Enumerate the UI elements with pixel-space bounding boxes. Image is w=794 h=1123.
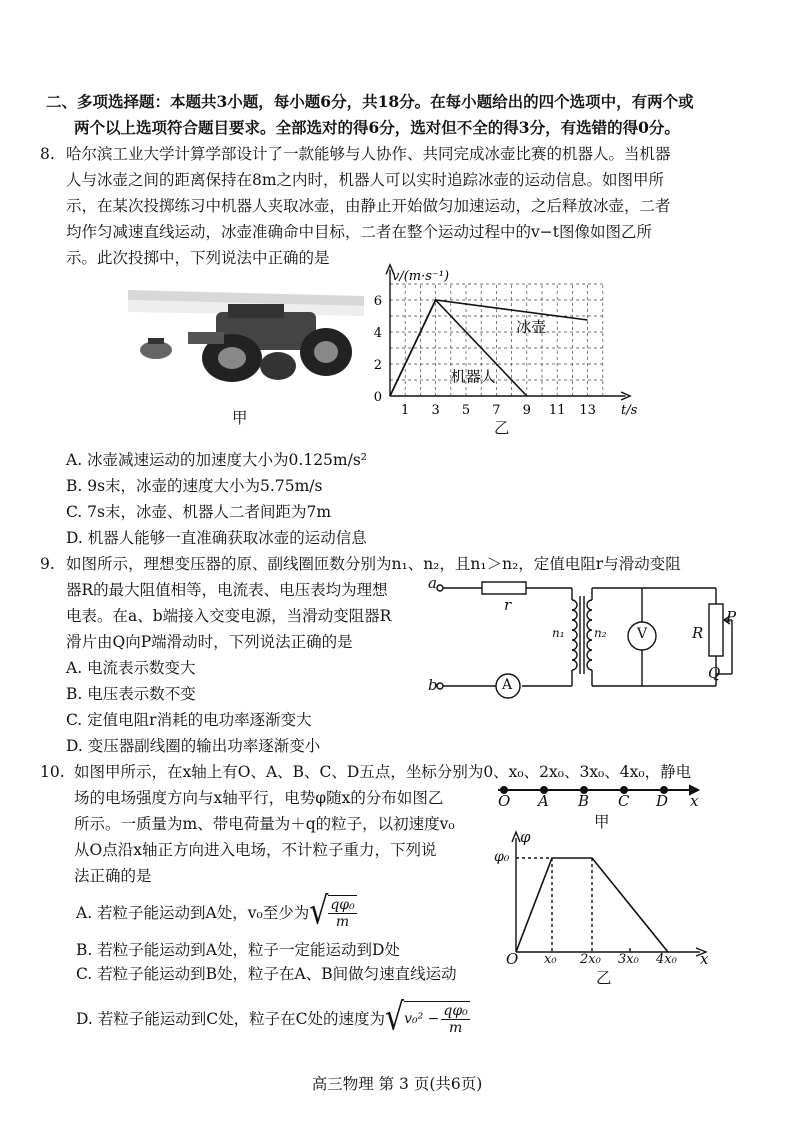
q10-fig-b-caption: 乙	[596, 969, 612, 987]
q8-number: 8.	[40, 145, 55, 163]
q10-fig-a-caption: 甲	[594, 813, 610, 831]
x-tick-label: 3	[431, 403, 440, 418]
series-label-curling-stone: 冰壶	[516, 318, 547, 336]
circuit-label-r: r	[504, 596, 512, 614]
circuit-label-n2: n₂	[594, 626, 607, 640]
voltmeter-label: V	[637, 626, 648, 642]
q10-line-4: 从O点沿x轴正方向进入电场，不计粒子重力，下列说	[74, 841, 437, 859]
q10-line-1: 如图甲所示，在x轴上有O、A、B、C、D五点，坐标分别为0、x₀、2x₀、3x₀、4x₀，静电	[74, 763, 692, 781]
q8-fig-b-caption: 乙	[494, 419, 510, 437]
q10-option-d-text: D. 若粒子能运动到C处，粒子在C处的速度为	[76, 1010, 385, 1028]
q9-option-c: C. 定值电阻r消耗的电功率逐渐变大	[66, 711, 312, 729]
phi-tick-4x0: 4x₀	[656, 952, 677, 967]
q9-line-2: 器R的最大阻值相等，电流表、电压表均为理想	[66, 581, 388, 599]
q8-option-d: D. 机器人能够一直准确获取冰壶的运动信息	[66, 529, 367, 547]
q10-line-3: 所示。一质量为m、带电荷量为＋q的粒子，以初速度v₀	[74, 815, 455, 833]
sqrt-expression-a: √ $\frac{\text{qφ₀}}{m}$	[309, 889, 355, 934]
q10-line-2: 场的电场强度方向与x轴平行，电势φ随x的分布如图乙	[74, 789, 444, 807]
circuit-label-P: P	[726, 608, 737, 626]
q8-line-4: 均作匀减速直线运动，冰壶准确命中目标，二者在整个运动过程中的v−t图像如图乙所	[66, 223, 652, 241]
section-heading-line2: 两个以上选项符合题目要求。全部选对的得6分，选对但不全的得3分，有选错的得0分。	[74, 118, 680, 137]
x-tick-label: 5	[461, 403, 471, 418]
circuit-label-n1: n₁	[552, 626, 565, 640]
phi-x-label: x	[700, 950, 709, 968]
circuit-label-Q: Q	[708, 664, 721, 682]
vt-chart	[360, 262, 650, 438]
axis-point-C: C	[618, 792, 630, 810]
q10-d-velocity: v₀² −	[404, 1011, 440, 1027]
axis-point-B: B	[578, 792, 590, 810]
phi-tick-x0: x₀	[544, 952, 557, 967]
q9-line-3: 电表。在a、b端接入交变电源，当滑动变阻器R	[66, 607, 392, 625]
y-axis-label: v/(m·s⁻¹)	[392, 269, 450, 284]
circuit-label-b: b	[428, 676, 438, 694]
q9-line-4: 滑片由Q向P端滑动时，下列说法正确的是	[66, 633, 353, 651]
q10-option-c: C. 若粒子能运动到B处，粒子在A、B间做匀速直线运动	[76, 965, 457, 983]
q8-line-5: 示。此次投掷中，下列说法中正确的是	[66, 249, 330, 267]
q10-option-b: B. 若粒子能运动到A处，粒子一定能运动到D处	[76, 941, 400, 959]
sqrt-expression-d: √ v₀² − $\frac{\text{qφ₀}}{m}$	[384, 995, 468, 1040]
ammeter-label: A	[502, 677, 513, 693]
q10-option-a	[76, 889, 357, 934]
x-tick-label: 7	[492, 403, 501, 418]
y-tick-label: 6	[373, 294, 382, 309]
circuit-label-a: a	[428, 574, 437, 592]
axis-point-D: D	[656, 792, 669, 810]
x-tick-label: 13	[579, 403, 596, 418]
q10-d-numerator: qφ₀	[443, 1002, 468, 1019]
q9-option-b: B. 电压表示数不变	[66, 685, 196, 703]
q9-line-1: 如图所示，理想变压器的原、副线圈匝数分别为n₁、n₂，且n₁＞n₂，定值电阻r与滑动变阻	[66, 555, 681, 573]
page-footer: 高三物理 第 3 页(共6页)	[311, 1075, 483, 1093]
q10-d-denominator: m	[448, 1019, 463, 1036]
robot-photo	[128, 276, 364, 400]
q8-line-3: 示，在某次投掷练习中机器人夹取冰壶，由静止开始做匀加速运动，之后释放冰壶，二者	[66, 197, 671, 215]
phi-tick-3x0: 3x₀	[618, 952, 639, 967]
axis-label-x: x	[690, 792, 699, 810]
q8-line-1: 哈尔滨工业大学计算学部设计了一款能够与人协作、共同完成冰壶比赛的机器人。当机器	[66, 145, 671, 163]
potential-graph	[486, 828, 718, 958]
q10-a-denominator: m	[335, 913, 350, 930]
circuit-label-R: R	[692, 624, 704, 642]
q10-option-a-text: A. 若粒子能运动到A处，v₀至少为	[76, 904, 310, 922]
x-tick-label: 11	[548, 403, 566, 418]
q9-option-d: D. 变压器副线圈的输出功率逐渐变小	[66, 737, 321, 755]
q9-option-a: A. 电流表示数变大	[66, 659, 196, 677]
phi0-label: φ₀	[494, 849, 510, 865]
phi-tick-2x0: 2x₀	[580, 952, 601, 967]
q10-line-5: 法正确的是	[74, 867, 152, 885]
q8-fig-a-caption: 甲	[232, 409, 248, 427]
series-label-robot: 机器人	[450, 367, 496, 386]
x-axis-label: t/s	[621, 403, 638, 418]
q8-option-b: B. 9s末，冰壶的速度大小为5.75m/s	[66, 477, 323, 495]
axis-point-A: A	[538, 792, 549, 810]
q9-number: 9.	[40, 555, 55, 573]
q8-option-a: A. 冰壶减速运动的加速度大小为0.125m/s²	[66, 451, 368, 469]
y-tick-label: 4	[373, 326, 382, 341]
axis-point-O: O	[498, 792, 511, 810]
q8-option-c: C. 7s末，冰壶、机器人二者间距为7m	[66, 503, 332, 521]
q8-line-2: 人与冰壶之间的距离保持在8m之内时，机器人可以实时追踪冰壶的运动信息。如图甲所	[66, 171, 665, 189]
q10-number: 10.	[40, 763, 65, 781]
y-tick-label: 2	[373, 358, 382, 373]
origin-label: 0	[373, 390, 382, 405]
q10-a-numerator: qφ₀	[330, 896, 355, 913]
section-heading-line1: 二、多项选择题：本题共3小题，每小题6分，共18分。在每小题给出的四个选项中，有两个或	[46, 92, 694, 111]
x-tick-label: 1	[401, 403, 410, 418]
phi-origin-label: O	[506, 950, 519, 968]
x-tick-label: 9	[522, 403, 531, 418]
q10-option-d	[76, 995, 470, 1040]
phi-axis-label: φ	[520, 828, 531, 846]
